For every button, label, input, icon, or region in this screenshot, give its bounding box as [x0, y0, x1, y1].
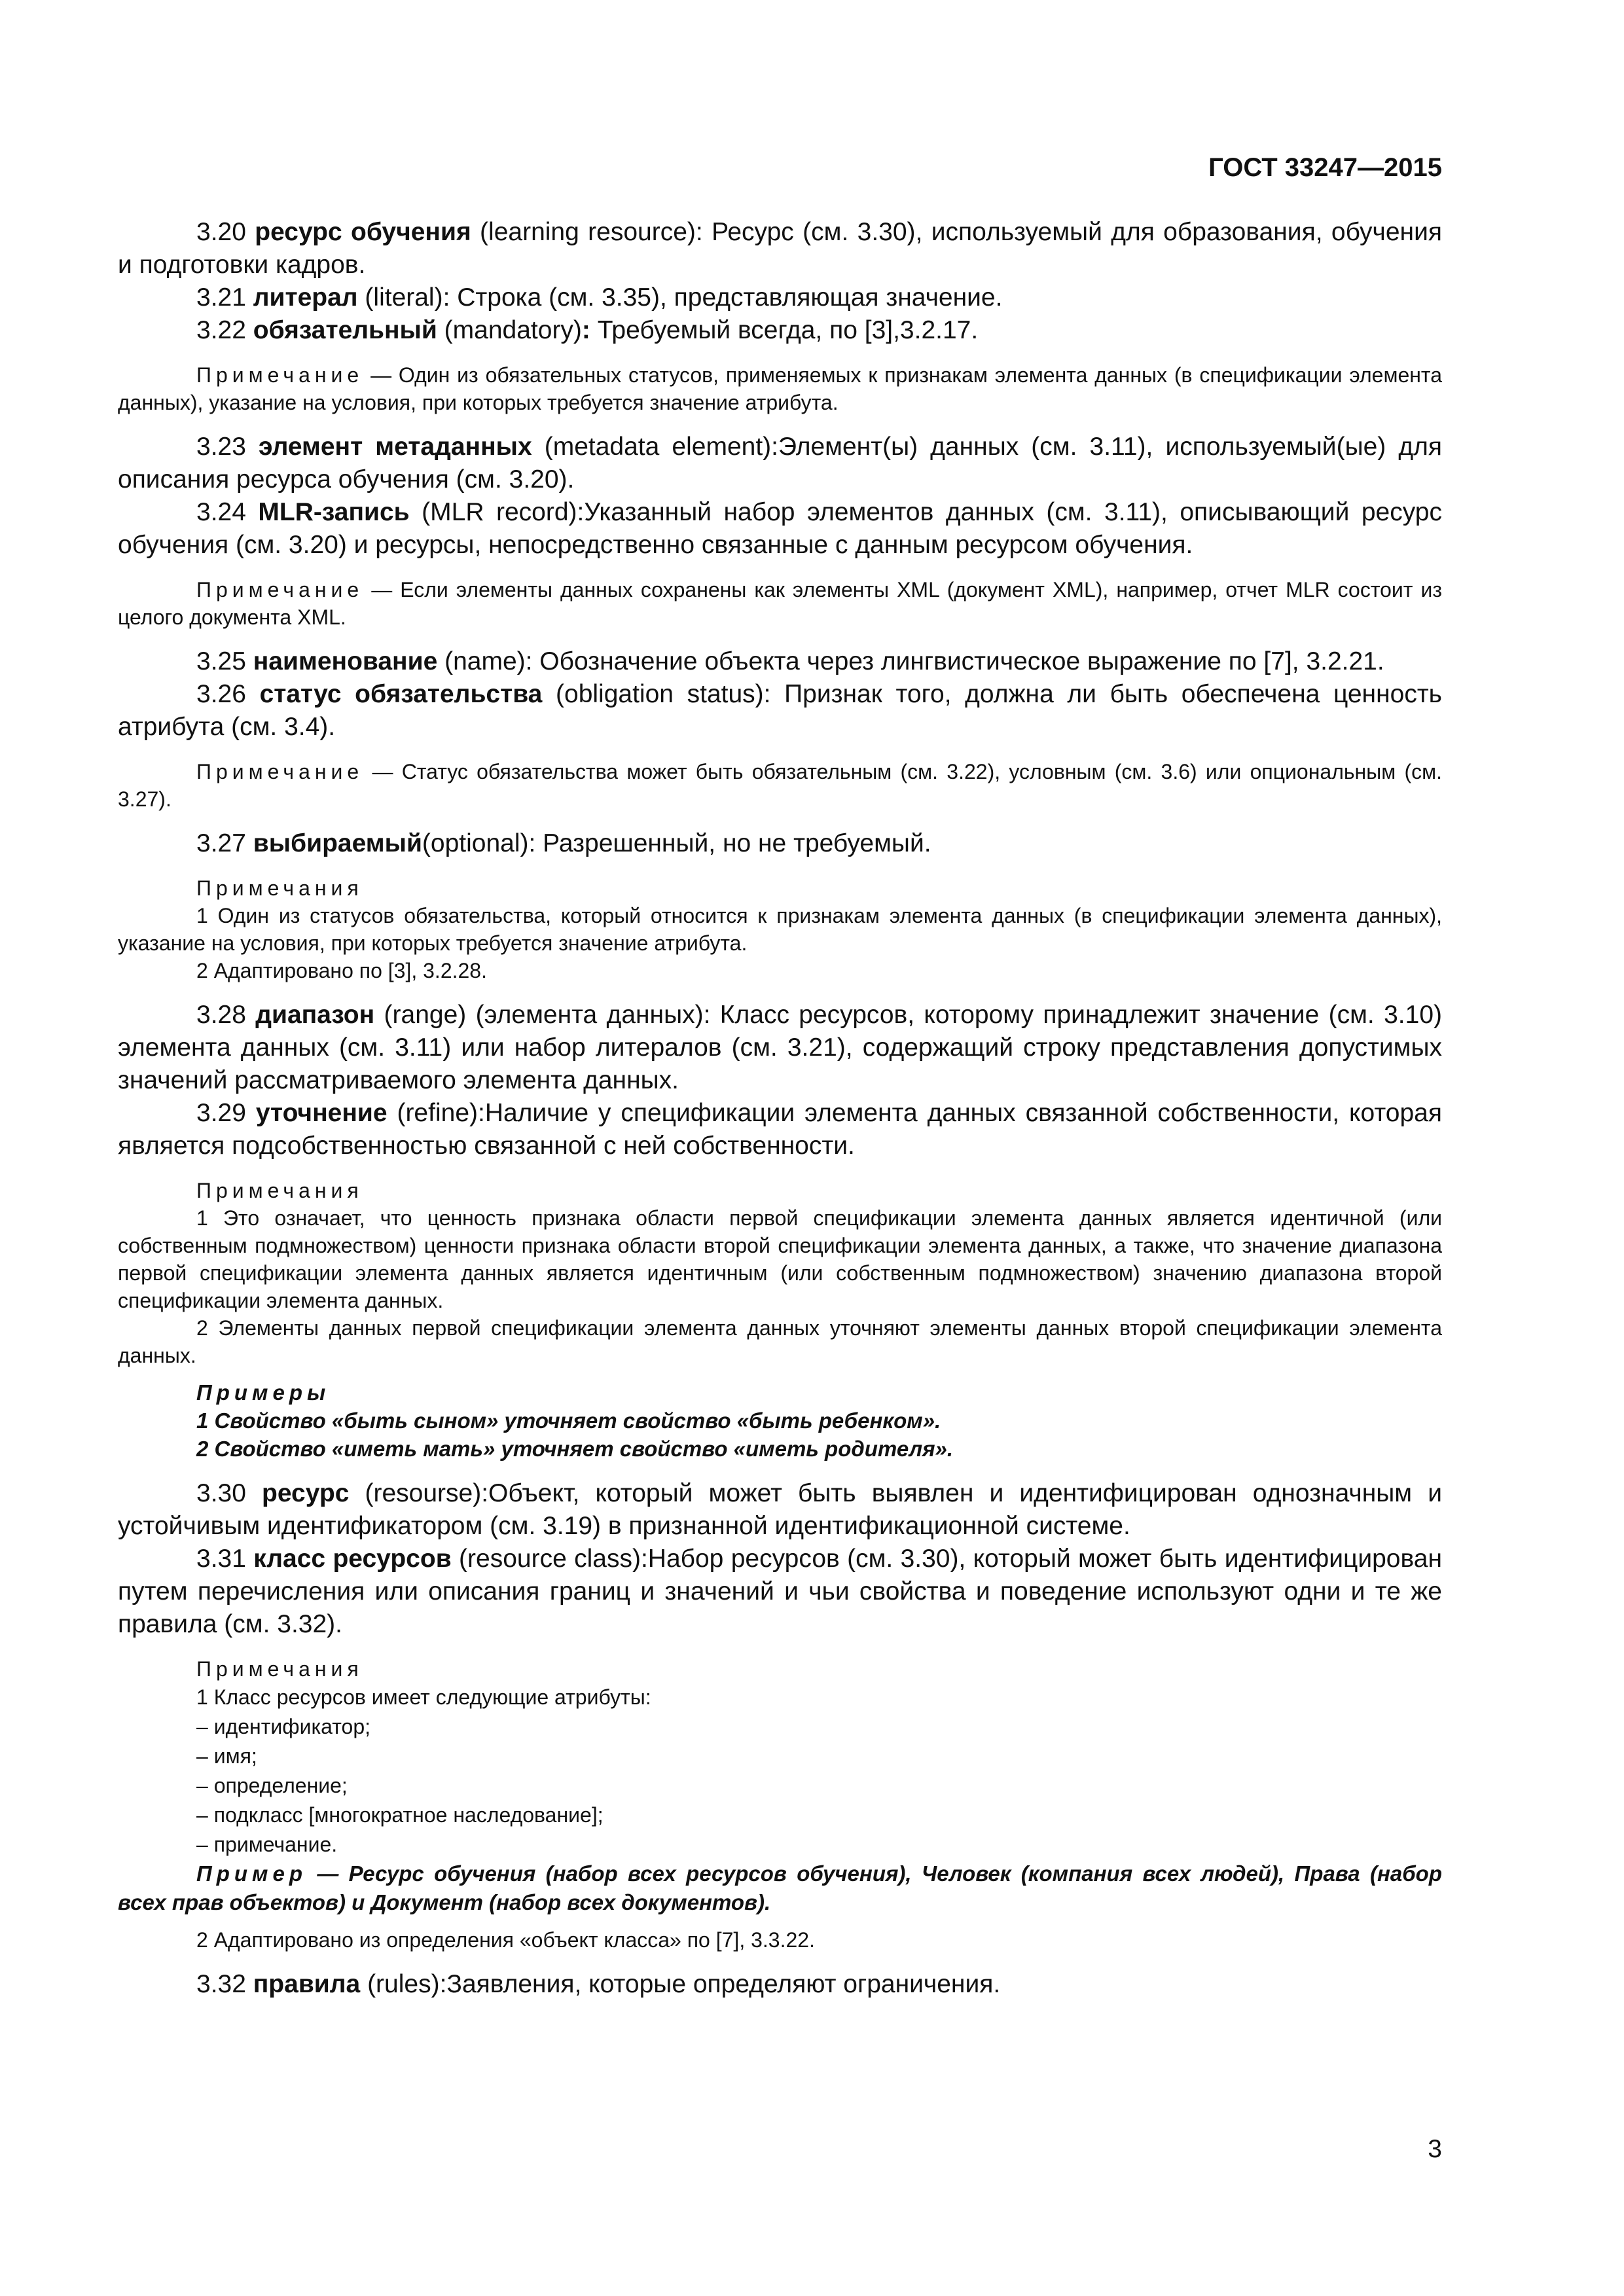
definition-3-31 [118, 1543, 1442, 1641]
term: правила [253, 1970, 361, 1998]
list-item: – примечание. [196, 1833, 338, 1856]
note-text: — Один из обязательных статусов, применяемых к признакам элемента данных (в спецификации элемента данных), указание на условия, при которых требуется значение атрибута. [118, 363, 1442, 414]
definition-text-cont: Требуемый всегда, по [3],3.2.17. [590, 316, 979, 344]
clause-number: 3.23 [196, 433, 246, 461]
definition-text: (learning resource): Ресурс (см. 3.30), используемый для образования, обучения и подготовки кадров. [118, 218, 1443, 279]
example-label: Пример [196, 1861, 307, 1886]
clause-number: 3.27 [196, 829, 246, 857]
clause-number: 3.22 [196, 316, 246, 344]
clause-number: 3.30 [196, 1479, 246, 1507]
examples-label: Примеры [196, 1380, 331, 1405]
note-item-3-31-1: 1 Класс ресурсов имеет следующие атрибуты: [196, 1685, 651, 1709]
clause-number: 3.29 [196, 1099, 246, 1127]
note-item-3-27-1: 1 Один из статусов обязательства, который относится к признакам элемента данных (в спецификации элемента данных), указание на условия, при которых требуется значение атрибута. [118, 904, 1442, 955]
note-3-22 [118, 361, 1442, 416]
note-label: Примечание [196, 760, 364, 783]
note-3-26 [118, 758, 1442, 813]
note-text: — Если элементы данных сохранены как элементы XML (документ XML), например, отчет MLR состоит из целого документа XML. [118, 578, 1442, 629]
example-item-3-29-1: 1 Свойство «быть сыном» уточняет свойство «быть ребенком». [196, 1408, 941, 1433]
definition-3-29 [118, 1097, 1442, 1162]
document-header: ГОСТ 33247—2015 [1208, 153, 1442, 182]
note-item-3-29-1: 1 Это означает, что ценность признака области первой спецификации элемента данных является идентичной (или собственным подмножеством) ценности признака области второй спецификации элемента данных, а также, что значение диапазона первой спецификации элемента данных является идентичным (или собственным подмножеством) значению диапазона второй спецификации элемента данных. [118, 1206, 1442, 1312]
note-label: Примечание [196, 578, 364, 601]
clause-number: 3.25 [196, 647, 246, 675]
term: статус обязательства [259, 680, 543, 708]
definition-3-21 [118, 281, 1442, 314]
term: наименование [253, 647, 438, 675]
definition-text: (resourse):Объект, который может быть выявлен и идентифицирован однозначным и устойчивым идентификатором (см. 3.19) в признанной идентификационной системе. [118, 1479, 1442, 1540]
clause-number: 3.20 [196, 218, 246, 246]
term: ресурс [262, 1479, 350, 1507]
note-item-3-31-2: 2 Адаптировано из определения «объект класса» по [7], 3.3.22. [196, 1928, 815, 1952]
notes-label: Примечания [196, 876, 363, 900]
clause-number: 3.31 [196, 1545, 246, 1573]
definition-colon: : [581, 316, 590, 344]
definition-3-30 [118, 1477, 1442, 1543]
definition-3-23 [118, 431, 1442, 496]
page-number: 3 [1428, 2135, 1442, 2163]
definition-text: (mandatory) [437, 316, 582, 344]
note-3-24 [118, 576, 1442, 631]
page-content [118, 216, 1442, 2001]
definition-3-28 [118, 999, 1442, 1097]
note-label: Примечание [196, 363, 364, 387]
definition-3-20 [118, 216, 1442, 281]
example-3-31 [118, 1859, 1442, 1917]
definition-3-25 [118, 645, 1442, 678]
definition-text: (obligation status): Признак того, должна ли быть обеспечена ценность атрибута (см. 3.4). [118, 680, 1443, 741]
term: элемент метаданных [259, 433, 532, 461]
notes-heading-3-29 [118, 1177, 1442, 1204]
clause-number: 3.24 [196, 498, 246, 526]
note-item-3-27-2: 2 Адаптировано по [3], 3.2.28. [196, 959, 487, 982]
term: диапазон [255, 1001, 375, 1029]
definition-3-26 [118, 678, 1442, 744]
clause-number: 3.26 [196, 680, 246, 708]
definition-text: (refine):Наличие у спецификации элемента данных связанной собственности, которая является подсобственностью связанной с ней собственности. [118, 1099, 1442, 1160]
definition-3-27 [118, 827, 1442, 860]
list-item: – идентификатор; [196, 1715, 371, 1738]
notes-heading-3-27 [118, 874, 1442, 902]
term: обязательный [253, 316, 437, 344]
definition-text: (resource class):Набор ресурсов (см. 3.30), который может быть идентифицирован путем перечисления или описания границ и значений и чьи свойства и поведение используют одни и те же правила (см. 3.32). [118, 1545, 1442, 1638]
list-item: – подкласс [многократное наследование]; [196, 1803, 604, 1827]
notes-heading-3-31 [118, 1655, 1442, 1683]
notes-label: Примечания [196, 1179, 363, 1202]
definition-3-32 [118, 1968, 1442, 2001]
term: выбираемый [253, 829, 422, 857]
definition-text: (name): Обозначение объекта через лингвистическое выражение по [7], 3.2.21. [437, 647, 1384, 675]
notes-label: Примечания [196, 1657, 363, 1681]
term: MLR-запись [258, 498, 410, 526]
clause-number: 3.32 [196, 1970, 246, 1998]
definition-text: (rules):Заявления, которые определяют ограничения. [360, 1970, 1001, 1998]
term: уточнение [255, 1099, 388, 1127]
term: литерал [253, 283, 358, 312]
example-text: — Ресурс обучения (набор всех ресурсов обучения), Человек (компания всех людей), Права (набор всех прав объектов) и Документ (набор всех документов). [118, 1861, 1442, 1914]
definition-text: (MLR record):Указанный набор элементов данных (см. 3.11), описывающий ресурс обучения (см. 3.20) и ресурсы, непосредственно связанные с данным ресурсом обучения. [118, 498, 1442, 559]
example-item-3-29-2: 2 Свойство «иметь мать» уточняет свойство «иметь родителя». [196, 1437, 954, 1461]
definition-3-24 [118, 496, 1442, 562]
examples-heading-3-29 [118, 1378, 1442, 1407]
definition-text: (metadata element):Элемент(ы) данных (см. 3.11), используемый(ые) для описания ресурса обучения (см. 3.20). [118, 433, 1442, 493]
note-item-3-29-2: 2 Элементы данных первой спецификации элемента данных уточняют элементы данных второй спецификации элемента данных. [118, 1316, 1442, 1367]
list-item: – имя; [196, 1744, 257, 1768]
term: класс ресурсов [253, 1545, 452, 1573]
note-text: — Статус обязательства может быть обязательным (см. 3.22), условным (см. 3.6) или опциональным (см. 3.27). [118, 760, 1442, 811]
definition-text: (optional): Разрешенный, но не требуемый. [422, 829, 931, 857]
clause-number: 3.21 [196, 283, 246, 312]
clause-number: 3.28 [196, 1001, 246, 1029]
term: ресурс обучения [255, 218, 471, 246]
definition-3-22 [118, 314, 1442, 347]
definition-text: (range) (элемента данных): Класс ресурсов, которому принадлежит значение (см. 3.10) элемента данных (см. 3.11) или набор литералов (см. 3.21), содержащий строку представления допустимых значений рассматриваемого элемента данных. [118, 1001, 1442, 1094]
definition-text: (literal): Строка (см. 3.35), представляющая значение. [357, 283, 1003, 312]
list-item: – определение; [196, 1774, 348, 1797]
